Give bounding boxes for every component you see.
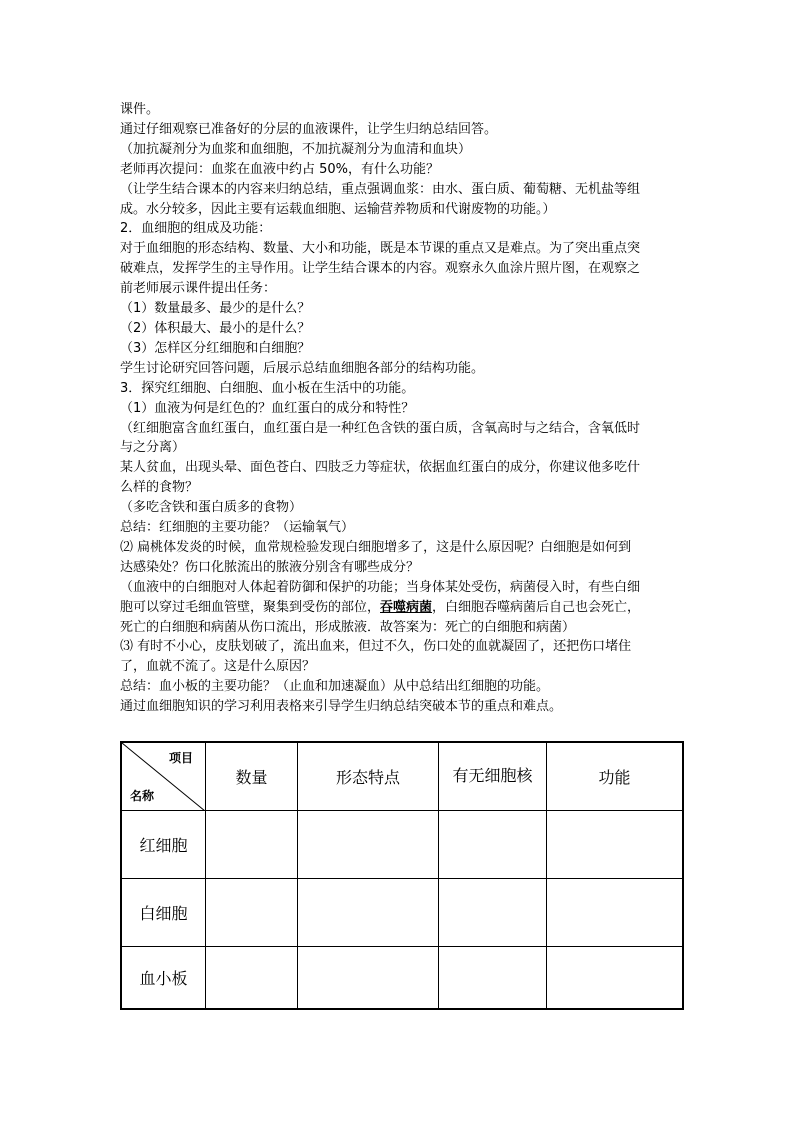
table-cell [298, 878, 439, 946]
row-header-platelet: 血小板 [121, 946, 206, 1009]
text-line: （红细胞富含血红蛋白，血红蛋白是一种红色含铁的蛋白质，含氧高时与之结合，含氧低时 [120, 420, 641, 436]
table-cell [298, 810, 439, 878]
underlined-term: 吞噬病菌 [380, 599, 433, 615]
question-line: （1）数量最多、最少的是什么？ [120, 301, 311, 317]
summary-line: 总结：血小板的主要功能？（止血和加速凝血）从中总结出红细胞的功能。 [120, 679, 550, 695]
table-cell [206, 946, 298, 1009]
table-row [121, 810, 683, 878]
blood-cell-table [120, 741, 684, 1010]
header-item-label: 项目 [168, 751, 193, 765]
text-line: 对于血细胞的形态结构、数量、大小和功能，既是本节课的重点又是难点。为了突出重点突 [120, 241, 641, 257]
section-heading-2: 2．血细胞的组成及功能： [120, 221, 272, 237]
text-line: 与之分离） [120, 440, 186, 456]
col-header-quantity: 数量 [206, 742, 298, 810]
row-header-rbc: 红细胞 [121, 810, 206, 878]
table-row [121, 878, 683, 946]
lesson-text [120, 100, 710, 717]
text-segment: 胞可以穿过毛细血管壁，聚集到受伤的部位， [120, 599, 381, 615]
table-cell [439, 946, 547, 1009]
text-line: 课件。 [120, 102, 160, 117]
text-line: 么样的食物？ [120, 480, 199, 496]
text-line: （血液中的白细胞对人体起着防御和保护的功能；当身体某处受伤，病菌侵入时，有些白细 [120, 579, 641, 595]
text-line: 成。水分较多，因此主要有运载血细胞、运输营养物质和代谢废物的功能。） [120, 201, 556, 217]
text-line: 死亡的白细胞和病菌从伤口流出，形成脓液．故答案为：死亡的白细胞和病菌） [120, 619, 576, 635]
text-line: 破难点，发挥学生的主导作用。让学生结合课本的内容。观察永久血涂片照片图，在观察之 [120, 261, 641, 277]
question-line: ⑶ 有时不小心，皮肤划破了，流出血来，但过不久，伤口处的血就凝固了，还把伤口堵住 [120, 639, 632, 655]
question-line: （1）血液为何是红色的？血红蛋白的成分和特性？ [120, 400, 415, 416]
table-cell [439, 810, 547, 878]
table-cell [206, 878, 298, 946]
question-line: （2）体积最大、最小的是什么？ [120, 320, 311, 336]
row-header-wbc: 白细胞 [121, 878, 206, 946]
text-line: 通过仔细观察已准备好的分层的血液课件，让学生归纳总结回答。 [120, 121, 498, 137]
table-cell [206, 810, 298, 878]
text-line: （加抗凝剂分为血浆和血细胞，不加抗凝剂分为血清和血块） [120, 141, 472, 157]
header-name-label: 名称 [130, 788, 155, 803]
table-cell [298, 946, 439, 1009]
text-line: （多吃含铁和蛋白质多的食物） [120, 500, 303, 516]
col-header-nucleus: 有无细胞核 [439, 742, 547, 810]
text-line: 前老师展示课件提出任务： [120, 281, 277, 297]
diagonal-header-cell [121, 742, 206, 810]
text-line [120, 598, 710, 618]
text-line: 某人贫血，出现头晕、面色苍白、四肢乏力等症状，依据血红蛋白的成分，你建议他多吃什 [120, 460, 641, 476]
col-header-function: 功能 [547, 742, 684, 810]
question-line: （3）怎样区分红细胞和白细胞？ [120, 340, 311, 356]
table-cell [547, 946, 684, 1009]
table-cell [547, 810, 684, 878]
text-line: （让学生结合课本的内容来归纳总结，重点强调血浆：由水、蛋白质、葡萄糖、无机盐等组 [120, 181, 641, 197]
text-line: 了，血就不流了。这是什么原因？ [120, 659, 316, 675]
text-segment: ，白细胞吞噬病菌后自己也会死亡， [432, 599, 641, 615]
text-line: 学生讨论研究回答问题，后展示总结血细胞各部分的结构功能。 [120, 360, 485, 376]
summary-line: 总结：红细胞的主要功能？（运输氧气） [120, 520, 355, 536]
col-header-morphology: 形态特点 [298, 742, 439, 810]
question-line: ⑵ 扁桃体发炎的时候，血常规检验发现白细胞增多了，这是什么原因呢？白细胞是如何到 [120, 539, 632, 555]
table-row [121, 946, 683, 1009]
table-cell [439, 878, 547, 946]
text-line: 通过血细胞知识的学习利用表格来引导学生归纳总结突破本节的重点和难点。 [120, 699, 563, 715]
section-heading-3: 3．探究红细胞、白细胞、血小板在生活中的功能。 [120, 380, 415, 396]
text-line: 达感染处？伤口化脓流出的脓液分别含有哪些成分？ [120, 559, 420, 575]
table-cell [547, 878, 684, 946]
text-line: 老师再次提问：血浆在血液中约占 50%，有什么功能？ [120, 161, 440, 177]
